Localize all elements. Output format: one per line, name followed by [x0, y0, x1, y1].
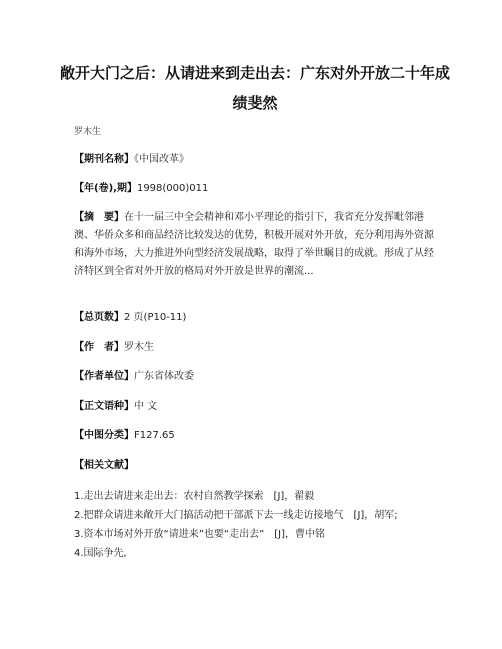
- field-label: 【正文语种】: [74, 401, 134, 412]
- author-line: 罗木生: [74, 127, 102, 137]
- field-label: 【摘 要】: [74, 212, 124, 223]
- field-label: 【年(卷),期】: [74, 183, 137, 194]
- field-label: 【期刊名称】: [74, 154, 134, 165]
- field-classification: [74, 427, 434, 445]
- field-journal-name: [74, 151, 434, 169]
- field-value: 《中国改革》: [134, 154, 189, 165]
- field-value: 在十一届三中全会精神和邓小平理论的指引下，我省充分发挥毗邻港澳、华侨众多和商品经济比较发达的优势，积极开展对外开放，充分利用海外资源和海外市场，大力推进外向型经济发展战略，取得了举世瞩目的成就。形成了从经济特区到全省对外开放的格局对外开放是世界的潮流...: [74, 212, 434, 277]
- document-title: 敞开大门之后：从请进来到走出去：广东对外开放二十年成绩斐然: [60, 64, 451, 112]
- reference-list: [74, 487, 444, 563]
- field-total-pages: [74, 309, 434, 327]
- field-label: 【总页数】: [74, 312, 124, 323]
- field-value: 1998(000)011: [136, 183, 209, 194]
- field-label: 【作 者】: [74, 342, 124, 353]
- field-value: 2 页(P10-11): [124, 312, 187, 323]
- field-related-literature: [74, 457, 434, 475]
- field-value: 广东省体改委: [134, 371, 194, 382]
- field-author-affiliation: [74, 368, 434, 386]
- field-label: 【中图分类】: [74, 430, 134, 441]
- field-value: F127.65: [134, 430, 175, 441]
- field-label: 【作者单位】: [74, 371, 134, 382]
- field-value: 中 文: [134, 401, 158, 412]
- field-author: [74, 339, 434, 357]
- field-abstract: [74, 209, 438, 281]
- reference-item[interactable]: 1.走出去请进来走出去：农村自然教学探索 [J]，翟毅: [74, 491, 315, 502]
- field-year-volume-issue: [74, 180, 434, 198]
- field-label: 【相关文献】: [74, 460, 134, 471]
- field-language: [74, 398, 434, 416]
- reference-item[interactable]: 3.资本市场对外开放“请进来”也要“走出去” [J]，曹中铭: [74, 529, 326, 540]
- reference-item[interactable]: 2.把群众请进来敞开大门搞活动把干部派下去一线走访接地气 [J]，胡军;: [74, 510, 398, 521]
- field-value: 罗木生: [124, 342, 154, 353]
- reference-item[interactable]: 4.国际争先,: [74, 548, 127, 559]
